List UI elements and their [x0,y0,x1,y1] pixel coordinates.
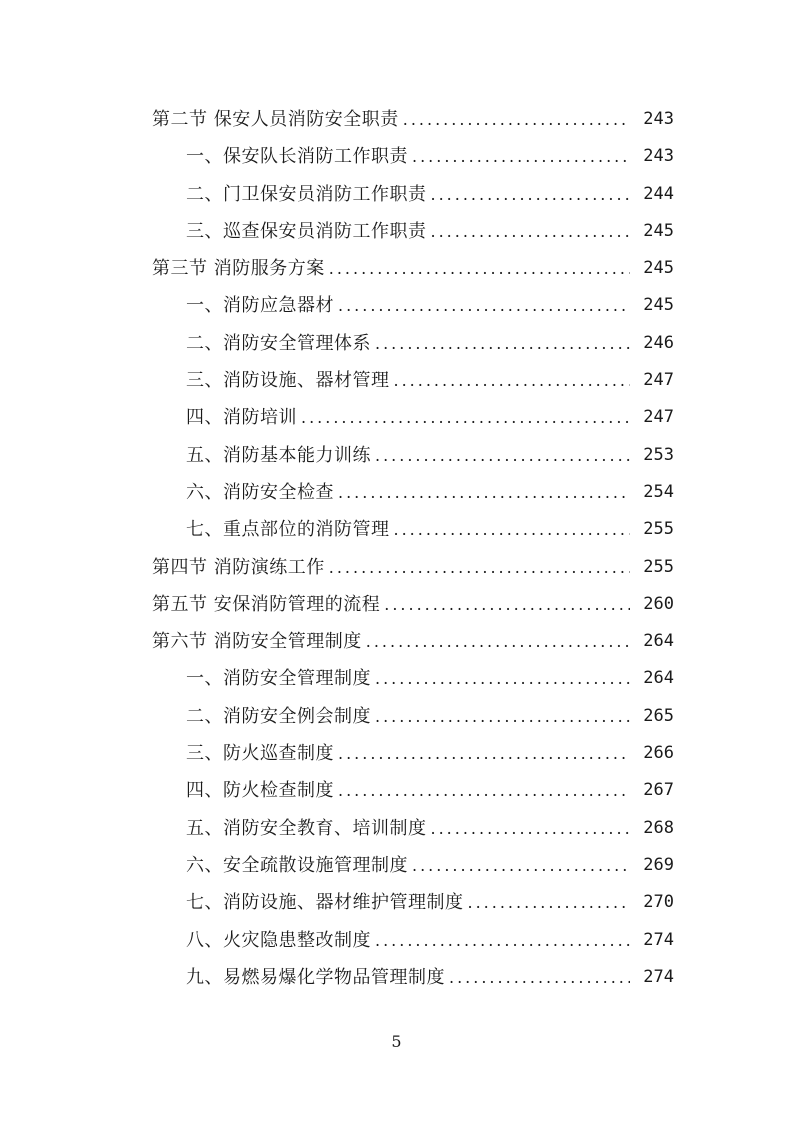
toc-entry-label: 七、重点部位的消防管理 [186,519,390,541]
toc-subsection-entry[interactable] [0,884,793,921]
toc-subsection-entry[interactable] [0,922,793,959]
toc-entry-page-number: 254 [643,481,674,502]
toc-entry-label: 四、消防培训 [186,407,297,429]
toc-entry-page-number: 266 [643,743,674,764]
toc-entry-page-number: 255 [643,519,674,540]
toc-entry-label: 第六节 消防安全管理制度 [152,631,362,653]
toc-entry-label: 二、门卫保安员消防工作职责 [186,183,427,205]
toc-entry-label: 八、火灾隐患整改制度 [186,929,371,951]
toc-entry-page-number: 245 [643,295,674,316]
toc-dot-leader [301,399,630,436]
toc-dot-leader [329,549,630,586]
toc-dot-leader [375,698,630,735]
toc-entry-label: 第三节 消防服务方案 [152,258,325,280]
toc-entry-label: 三、防火巡查制度 [186,743,334,765]
toc-entry-page-number: 246 [643,332,674,353]
toc-entry-label: 一、消防安全管理制度 [186,668,371,690]
toc-dot-leader [394,511,631,548]
toc-subsection-entry[interactable] [0,772,793,809]
toc-entry-page-number: 247 [643,407,674,428]
toc-entry-label: 四、防火检查制度 [186,780,334,802]
toc-entry-label: 九、易燃易爆化学物品管理制度 [186,966,445,988]
toc-dot-leader [431,213,631,250]
toc-section-entry[interactable] [0,623,793,660]
toc-section-entry[interactable] [0,586,793,623]
toc-dot-leader [431,810,631,847]
toc-subsection-entry[interactable] [0,176,793,213]
toc-dot-leader [375,325,630,362]
toc-entry-page-number: 270 [643,892,674,913]
toc-subsection-entry[interactable] [0,213,793,250]
toc-entry-label: 一、消防应急器材 [186,295,334,317]
toc-entry-label: 一、保安队长消防工作职责 [186,146,408,168]
toc-entry-page-number: 247 [643,370,674,391]
toc-subsection-entry[interactable] [0,474,793,511]
toc-entry-page-number: 245 [643,220,674,241]
toc-dot-leader [329,250,630,287]
toc-entry-page-number: 267 [643,780,674,801]
toc-subsection-entry[interactable] [0,698,793,735]
page-number: 5 [391,1032,402,1051]
toc-subsection-entry[interactable] [0,810,793,847]
toc-entry-page-number: 264 [643,668,674,689]
toc-dot-leader [449,959,630,996]
toc-entry-page-number: 265 [643,705,674,726]
toc-section-entry[interactable] [0,250,793,287]
toc-dot-leader [375,660,630,697]
toc-dot-leader [384,586,630,623]
toc-dot-leader [468,884,631,921]
toc-dot-leader [338,287,630,324]
toc-subsection-entry[interactable] [0,138,793,175]
toc-dot-leader [375,922,630,959]
toc-subsection-entry[interactable] [0,437,793,474]
toc-subsection-entry[interactable] [0,287,793,324]
toc-entry-label: 五、消防基本能力训练 [186,444,371,466]
toc-entry-page-number: 243 [643,109,674,129]
toc-entry-page-number: 274 [643,966,674,987]
table-of-contents [0,101,793,996]
toc-entry-label: 六、消防安全检查 [186,481,334,503]
toc-entry-page-number: 253 [643,444,674,465]
toc-subsection-entry[interactable] [0,660,793,697]
toc-entry-page-number: 268 [643,817,674,838]
toc-entry-label: 五、消防安全教育、培训制度 [186,817,427,839]
toc-entry-label: 三、消防设施、器材管理 [186,370,390,392]
toc-dot-leader [394,362,631,399]
toc-dot-leader [366,623,630,660]
toc-dot-leader [412,847,630,884]
toc-subsection-entry[interactable] [0,511,793,548]
toc-subsection-entry[interactable] [0,362,793,399]
toc-entry-page-number: 264 [643,631,674,652]
toc-entry-page-number: 243 [643,146,674,167]
toc-entry-label: 六、安全疏散设施管理制度 [186,854,408,876]
toc-entry-page-number: 255 [643,556,674,577]
toc-section-entry[interactable] [0,549,793,586]
toc-entry-label: 七、消防设施、器材维护管理制度 [186,892,464,914]
toc-entry-label: 第五节 安保消防管理的流程 [152,593,381,615]
toc-dot-leader [403,101,630,138]
toc-entry-page-number: 274 [643,929,674,950]
toc-subsection-entry[interactable] [0,959,793,996]
toc-subsection-entry[interactable] [0,325,793,362]
toc-entry-label: 二、消防安全例会制度 [186,705,371,727]
toc-section-entry[interactable] [0,101,793,138]
toc-entry-page-number: 245 [643,258,674,279]
toc-subsection-entry[interactable] [0,399,793,436]
toc-entry-label: 二、消防安全管理体系 [186,332,371,354]
toc-dot-leader [338,772,630,809]
toc-entry-page-number: 260 [643,593,674,614]
toc-dot-leader [338,735,630,772]
toc-entry-label: 第四节 消防演练工作 [152,556,325,578]
toc-dot-leader [431,176,631,213]
toc-entry-label: 第二节 保安人员消防安全职责 [152,109,399,130]
toc-dot-leader [412,138,630,175]
toc-entry-label: 三、巡查保安员消防工作职责 [186,220,427,242]
toc-entry-page-number: 269 [643,854,674,875]
toc-dot-leader [375,437,630,474]
toc-subsection-entry[interactable] [0,847,793,884]
toc-entry-page-number: 244 [643,183,674,204]
toc-subsection-entry[interactable] [0,735,793,772]
toc-dot-leader [338,474,630,511]
